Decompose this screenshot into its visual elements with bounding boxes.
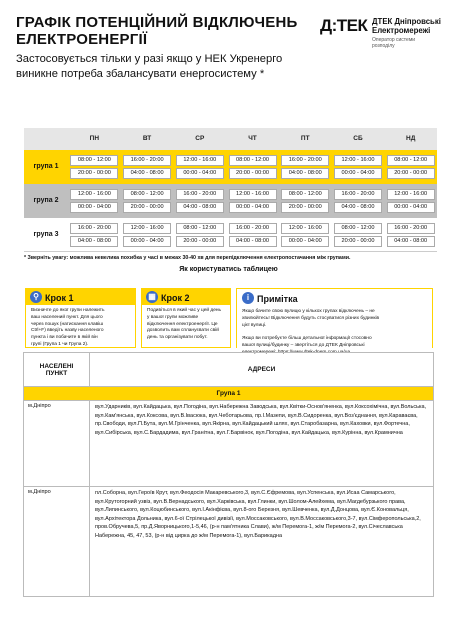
schedule-cell: [173, 184, 226, 218]
table-row: [24, 487, 434, 597]
schedule-cell: [332, 150, 385, 184]
time-slot: 12:00 - 16:00: [123, 223, 171, 234]
addresses-table: [23, 352, 434, 597]
time-slot: 04:00 - 08:00: [387, 236, 435, 247]
time-slot: 04:00 - 08:00: [70, 236, 118, 247]
logo-company-name: ДТЕК Дніпровські Електромережі: [372, 17, 441, 35]
day-header: ПН: [89, 135, 100, 142]
schedule-cell: [68, 150, 121, 184]
time-slot: 04:00 - 08:00: [229, 236, 277, 247]
schedule-cell: [332, 184, 385, 218]
header: [16, 14, 316, 81]
time-slot: 20:00 - 00:00: [334, 236, 382, 247]
schedule-cell: [68, 184, 121, 218]
schedule-cell: [68, 218, 121, 251]
day-header: ВТ: [142, 135, 152, 142]
addresses-cell: вул.Ударників, вул.Кайдацька, вул.Погодіна, вул.Набережна Заводська, вул.Квітки-Основ'яненка, вул.Коксохімічна, вул.Вольська, вул.Кам'янська, вул.Коксова, вул.В.Івасюка, вул.Чеботарьова, пр.І.Мазепи, вул.В.Сидоренка, вул.Воз'єднання, вул.Караваєва, пр.Свободи, вул.П.Бута, вул.М.Грінченка, вул.Якірна, вул.Кайдацький шлях, вул.Старобазарна, вул.Каховки, вул.Фортечна, вул.Сибірська, вул.С.Бардадима, вул.Гранітна, вул.Г.Барвінок, вул.Погодіна, вул.Кайдацька, вул.Курінна, вул.Крамнична: [90, 401, 434, 487]
group-label: [24, 184, 68, 218]
time-slot: 04:00 - 08:00: [123, 168, 171, 179]
time-slot: 12:00 - 16:00: [229, 189, 277, 200]
step-2-title: Крок 2: [161, 293, 190, 303]
magnifier-icon: ⚲: [30, 291, 42, 303]
time-slot: 04:00 - 08:00: [334, 202, 382, 213]
page-title: ГРАФІК ПОТЕНЦІЙНИЙ ВІДКЛЮЧЕНЬ ЕЛЕКТРОЕНЕРГІЇ: [16, 14, 298, 48]
schedule-cell: [332, 218, 385, 251]
schedule-row-group-2: [24, 184, 437, 218]
day-header: СБ: [353, 135, 363, 142]
table-row: [24, 401, 434, 487]
time-slot: 20:00 - 00:00: [387, 168, 435, 179]
schedule-cell: [173, 218, 226, 251]
step-1-body: Визначте до якої групи належить ваш населений пункт. Для цього через пошук (натискання клавіш Ctrl+F) введіть назву населеного пункта і ви побачите в якій він групі (Група 1 чи Група 2).: [25, 305, 136, 348]
time-slot: 12:00 - 16:00: [281, 223, 329, 234]
schedule-cell: [279, 218, 332, 251]
time-slot: 12:00 - 16:00: [334, 155, 382, 166]
group-label-text: група 1: [33, 163, 59, 170]
day-header: НД: [406, 135, 416, 142]
time-slot: 12:00 - 16:00: [387, 189, 435, 200]
time-slot: 08:00 - 12:00: [334, 223, 382, 234]
time-slot: 04:00 - 08:00: [281, 168, 329, 179]
schedule-cell: [121, 184, 174, 218]
schedule-row-group-3: [24, 218, 437, 252]
schedule-cell: [226, 218, 279, 251]
schedule-cell: [279, 150, 332, 184]
time-slot: 08:00 - 12:00: [387, 155, 435, 166]
day-header: ЧТ: [248, 135, 257, 142]
time-slot: 08:00 - 12:00: [70, 155, 118, 166]
step-2-card: [141, 288, 231, 348]
table-header-row: [24, 353, 434, 387]
time-slot: 20:00 - 00:00: [176, 236, 224, 247]
dtek-logo: [320, 14, 450, 74]
schedule-cell: [384, 218, 437, 251]
group-label: Група 1: [24, 387, 434, 401]
time-slot: 12:00 - 16:00: [176, 155, 224, 166]
addresses-cell: пл.Соборна, вул.Героїв Крут, вул.Феодосія Макаревського,3, вул.С.Єфремова, вул.Успенська, вул.Исаа Самарського, вул.Крутогорний узвіз, вул.В.Вернадського, вул.Харківська, вул.Глинки, вул.Шолом-Алейхема, вул.Магдебурзького права, вул.Липинського, вул.Коцюбинського, вул.І.Акінфієва, вул.8-ого Березня, вул.Шевченка, вул.Д.Донцова, вул.Є.Коновальця, вул.Архітектора Дольника, вул.6-ої Стрілецької дивізії, вул.Моссаковського, вул.В.Моссаковського,3-7, вул.Сімферопольська,2, пров.Обручева,5, пр.Д.Яворницького,1-5,46, (р-н пам'ятника Слави), ж/м Перемога-1, ж/м Перемога-2, вул.Січеславська Набережна, 45, 47, 53, (р-н від цирка до ж/м Перемога-1), вул.Барикадна: [90, 487, 434, 597]
note-card: [236, 288, 433, 355]
time-slot: 20:00 - 00:00: [229, 168, 277, 179]
page-subtitle: Застосовується тільки у разі якщо у НЕК Укренерго виникне потреба збалансувати енергосистему *: [16, 53, 283, 80]
time-slot: 08:00 - 12:00: [176, 223, 224, 234]
logo-mark: Д:ТЕК: [320, 16, 368, 35]
schedule-cell: [121, 218, 174, 251]
day-header: ПТ: [300, 135, 310, 142]
group-row: [24, 387, 434, 401]
time-slot: 08:00 - 12:00: [229, 155, 277, 166]
time-slot: 00:00 - 04:00: [334, 168, 382, 179]
group-label-text: група 3: [33, 230, 59, 238]
group-label: [24, 150, 68, 184]
col-addresses-header: АДРЕСИ: [90, 353, 434, 387]
info-icon: i: [242, 292, 254, 304]
time-slot: 16:00 - 20:00: [70, 223, 118, 234]
settlement-cell: м.Дніпро: [24, 487, 90, 597]
schedule-cell: [384, 150, 437, 184]
schedule-cell: [173, 150, 226, 184]
time-slot: 12:00 - 16:00: [70, 189, 118, 200]
schedule-cell: [226, 150, 279, 184]
schedule-cell: [384, 184, 437, 218]
time-slot: 16:00 - 20:00: [281, 155, 329, 166]
step-2-body: Подивіться в який час у цей день у вашої групи можливе відключення електроенергії. Це дозволить вам сплануєвати свій день та організувати побут.: [141, 305, 231, 348]
schedule-grid: [24, 128, 437, 252]
col-settlement-header: НАСЕЛЕНІ ПУНКТ: [24, 353, 90, 387]
time-slot: 16:00 - 20:00: [334, 189, 382, 200]
schedule-cell: [226, 184, 279, 218]
note-card-body: Якщо бачите свою вулицю у кількох групах відключень – не хвилюйтесь! Відключення будуть стосуватися різних будинків цієї вулиці. Якщо ви потребуєте більш детальної інформації стосовно вашої вулиці/будинку – звертіться до ДТЕК Дніпровські електромережі: https://www.dtek-dnem.com.ua/ua: [237, 306, 432, 349]
time-slot: 20:00 - 00:00: [281, 202, 329, 213]
group-label: [24, 218, 68, 251]
time-slot: 04:00 - 08:00: [176, 202, 224, 213]
time-slot: 20:00 - 00:00: [123, 202, 171, 213]
time-slot: 00:00 - 04:00: [229, 202, 277, 213]
time-slot: 00:00 - 04:00: [281, 236, 329, 247]
time-slot: 08:00 - 12:00: [123, 189, 171, 200]
time-slot: 00:00 - 04:00: [70, 202, 118, 213]
time-slot: 08:00 - 12:00: [281, 189, 329, 200]
schedule-note: * Зверніть увагу: можлива невелика похибка у часі в межах 30-40 хв для перепідключення електропостачання між групами.: [24, 255, 351, 261]
howto-title: Як користуватись таблицею: [179, 266, 278, 273]
time-slot: 20:00 - 00:00: [70, 168, 118, 179]
logo-subtitle: Оператор системи розподілу: [372, 37, 416, 49]
time-slot: 00:00 - 04:00: [387, 202, 435, 213]
calendar-icon: ▦: [146, 291, 158, 303]
time-slot: 00:00 - 04:00: [123, 236, 171, 247]
settlement-cell: м.Дніпро: [24, 401, 90, 487]
schedule-cell: [121, 150, 174, 184]
schedule-header-row: [24, 128, 437, 150]
day-header: СР: [195, 135, 205, 142]
schedule-cell: [279, 184, 332, 218]
step-1-title: Крок 1: [45, 293, 74, 303]
schedule-row-group-1: [24, 150, 437, 184]
time-slot: 16:00 - 20:00: [123, 155, 171, 166]
schedule-corner: [24, 128, 68, 150]
time-slot: 00:00 - 04:00: [176, 168, 224, 179]
step-1-card: [25, 288, 136, 348]
time-slot: 16:00 - 20:00: [387, 223, 435, 234]
time-slot: 16:00 - 20:00: [229, 223, 277, 234]
note-card-title: Примітка: [257, 294, 298, 304]
time-slot: 16:00 - 20:00: [176, 189, 224, 200]
group-label-text: група 2: [33, 197, 59, 204]
